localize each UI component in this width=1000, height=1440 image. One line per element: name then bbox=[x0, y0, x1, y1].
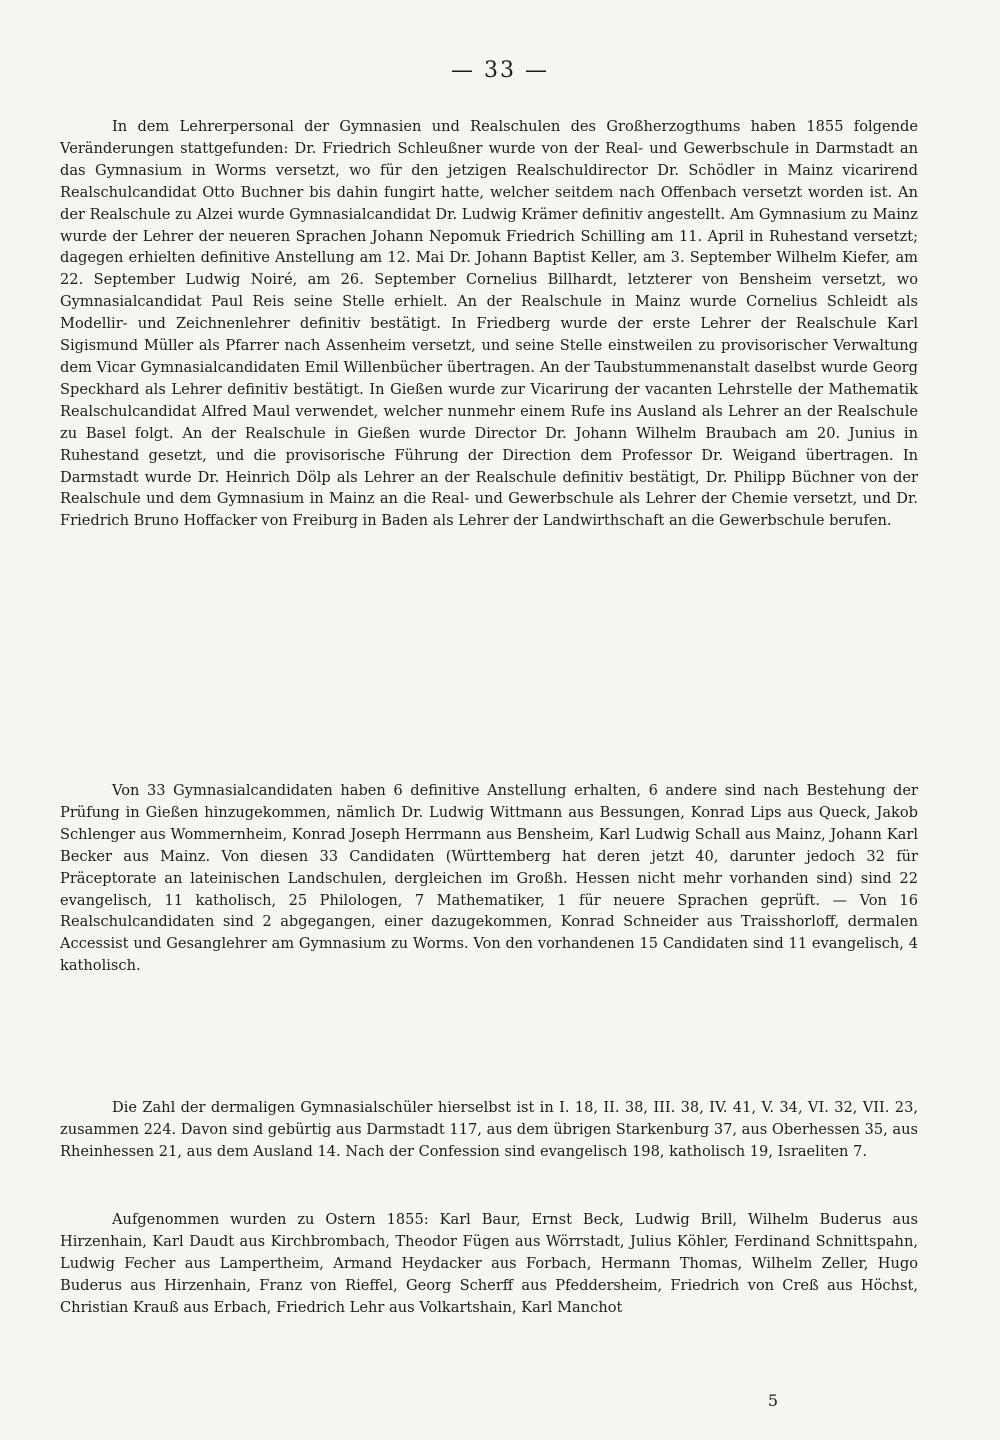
paragraph-staff-changes bbox=[60, 116, 918, 532]
paragraph-candidates bbox=[60, 780, 918, 977]
signature-mark: 5 bbox=[767, 1391, 778, 1410]
paragraph-text: In dem Lehrerpersonal der Gymnasien und Realschulen des Großherzogthums haben 1855 folgende Veränderungen stattgefunden: Dr. Friedrich Schleußner wurde von der Real- und Gewerbschule in Darmstadt an das Gymnasium in Worms versetzt, wo für den jetzigen Realschuldirector Dr. Schödler in Mainz vicarirend Realschulcandidat Otto Buchner bis dahin fungirt hatte, welcher seitdem nach Offenbach versetzt worden ist. An der Realschule zu Alzei wurde Gymnasialcandidat Dr. Ludwig Krämer definitiv angestellt. Am Gymnasium zu Mainz wurde der Lehrer der neueren Sprachen Johann Nepomuk Friedrich Schilling am 11. April in Ruhestand versetzt; dagegen erhielten definitive Anstellung am 12. Mai Dr. Johann Baptist Keller, am 3. September Wilhelm Kiefer, am 22. September Ludwig Noiré, am 26. September Cornelius Billhardt, letzterer von Bensheim versetzt, wo Gymnasialcandidat Paul Reis seine Stelle erhielt. An der Realschule in Mainz wurde Cornelius Schleidt als Modellir- und Zeichnenlehrer definitiv bestätigt. In Friedberg wurde der erste Lehrer der Realschule Karl Sigismund Müller als Pfarrer nach Assenheim versetzt, und seine Stelle einstweilen zu provisorischer Verwaltung dem Vicar Gymnasialcandidaten Emil Willenbücher übertragen. An der Taubstummenanstalt daselbst wurde Georg Speckhard als Lehrer definitiv bestätigt. In Gießen wurde zur Vicarirung der vacanten Lehrstelle der Mathematik Realschulcandidat Alfred Maul verwendet, welcher nunmehr einem Rufe ins Ausland als Lehrer an der Realschule zu Basel folgt. An der Realschule in Gießen wurde Director Dr. Johann Wilhelm Braubach am 20. Junius in Ruhestand gesetzt, und die provisorische Führung der Direction dem Professor Dr. Weigand übertragen. In Darmstadt wurde Dr. Heinrich Dölp als Lehrer an der Realschule definitiv bestätigt, Dr. Philipp Büchner von der Realschule und dem Gymnasium in Mainz an die Real- und Gewerbschule als Lehrer der Chemie versetzt, und Dr. Friedrich Bruno Hoffacker von Freiburg in Baden als Lehrer der Landwirthschaft an die Gewerbschule berufen. bbox=[60, 118, 918, 530]
paragraph-text: Die Zahl der dermaligen Gymnasialschüler hierselbst ist in I. 18, II. 38, III. 38, IV. 41, V. 34, VI. 32, VII. 23, zusammen 224. Davon sind gebürtig aus Darmstadt 117, aus dem übrigen Starkenburg 37, aus Oberhessen 35, aus Rheinhessen 21, aus dem Ausland 14. Nach der Confession sind evangelisch 198, katholisch 19, Israeliten 7. bbox=[60, 1099, 918, 1160]
paragraph-student-counts bbox=[60, 1097, 918, 1163]
paragraph-text: Von 33 Gymnasialcandidaten haben 6 definitive Anstellung erhalten, 6 andere sind nach Bestehung der Prüfung in Gießen hinzugekommen, nämlich Dr. Ludwig Wittmann aus Bessungen, Konrad Lips aus Queck, Jakob Schlenger aus Wommernheim, Konrad Joseph Herrmann aus Bensheim, Karl Ludwig Schall aus Mainz, Johann Karl Becker aus Mainz. Von diesen 33 Candidaten (Württemberg hat deren jetzt 40, darunter jedoch 32 für Präceptorate an lateinischen Landschulen, dergleichen im Großh. Hessen nicht mehr vorhanden sind) sind 22 evangelisch, 11 katholisch, 25 Philologen, 7 Mathematiker, 1 für neuere Sprachen geprüft. — Von 16 Realschulcandidaten sind 2 abgegangen, einer dazugekommen, Konrad Schneider aus Traisshorloff, dermalen Accessist und Gesanglehrer am Gymnasium zu Worms. Von den vorhandenen 15 Candidaten sind 11 evangelisch, 4 katholisch. bbox=[60, 782, 918, 975]
paragraph-admissions bbox=[60, 1209, 918, 1319]
paragraph-text: Aufgenommen wurden zu Ostern 1855: Karl Baur, Ernst Beck, Ludwig Brill, Wilhelm Buderus aus Hirzenhain, Karl Daudt aus Kirchbrombach, Theodor Fügen aus Wörrstadt, Julius Köhler, Ferdinand Schnittspahn, Ludwig Fecher aus Lampertheim, Armand Heydacker aus Forbach, Hermann Thomas, Wilhelm Zeller, Hugo Buderus aus Hirzenhain, Franz von Rieffel, Georg Scherff aus Pfeddersheim, Friedrich von Creß aus Höchst, Christian Krauß aus Erbach, Friedrich Lehr aus Volkartshain, Karl Manchot bbox=[60, 1211, 918, 1316]
page-number: — 33 — bbox=[451, 58, 549, 83]
